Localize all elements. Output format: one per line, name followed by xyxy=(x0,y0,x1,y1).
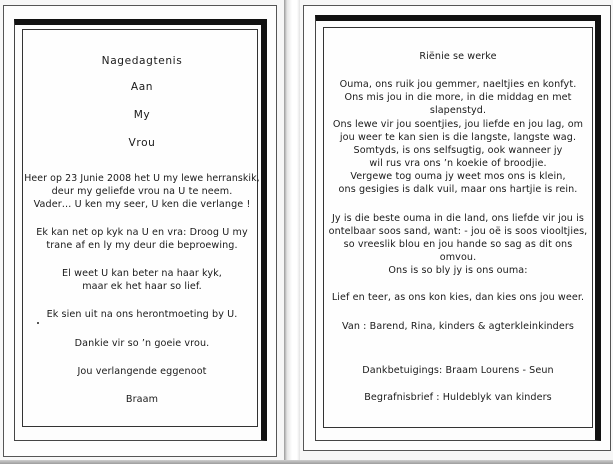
poem-line: Jy is die beste ouma in die land, ons liefde vir jou is xyxy=(331,213,585,224)
poem-line: Ek kan net op kyk na U en vra: Droog U my xyxy=(36,227,248,238)
poem-line: ontelbaar soos sand, want: - jou oë is soos viooltjies, xyxy=(328,226,588,237)
poem-line: Heer op 23 Junie 2008 het U my lewe herranskik, xyxy=(24,173,260,184)
thanks-line: Dankbetuigings: Braam Lourens - Seun xyxy=(362,365,554,376)
poem-line: Lief en teer, as ons kon kies, dan kies ons jou weer. xyxy=(331,292,585,303)
from-line: Van : Barend, Rina, kinders & agterkleinkinders xyxy=(341,321,575,332)
poem-line: jou weer te kan sien is die langste, langste wag. xyxy=(339,132,577,143)
poem-line: trane af en ly my deur die beproewing. xyxy=(46,240,238,251)
poem-line: Ons is so bly jy is ons ouma: xyxy=(388,265,528,276)
poem-line: wil rus vra ons ’n koekie of broodjie. xyxy=(369,158,547,169)
poem-line: El weet U kan beter na haar kyk, xyxy=(62,268,222,279)
poem-line: Ek sien uit na ons herontmoeting by U. xyxy=(46,309,238,320)
signature-name: Braam xyxy=(125,394,159,405)
title-line-vrou: Vrou xyxy=(128,137,156,149)
title-line-aan: Aan xyxy=(130,81,154,93)
poem-line: slapenstyd. xyxy=(429,105,487,116)
poem-heading: Riënie se werke xyxy=(419,51,497,62)
title-line-nagedagtenis: Nagedagtenis xyxy=(101,55,183,67)
poem-line: omvou. xyxy=(439,252,477,263)
poem-line: deur my geliefde vrou na U te neem. xyxy=(51,186,233,197)
poem-line: Ons mis jou in die more, in die middag en met xyxy=(344,92,572,103)
scan-edge xyxy=(0,460,613,464)
poem-line: Dankie vir so ’n goeie vrou. xyxy=(74,338,210,349)
poem-line: ons gesigies is dalk vuil, maar ons hartjie is rein. xyxy=(338,184,578,195)
title-line-my: My xyxy=(133,109,151,121)
poem-line: Vergewe tog ouma jy weet mos ons is klein, xyxy=(350,171,566,182)
poem-line: Ouma, ons ruik jou gemmer, naeltjies en konfyt. xyxy=(339,79,577,90)
poem-line: so vreeslik blou en jou hande so sag as dit ons xyxy=(343,239,573,250)
funeral-letter-line: Begrafnisbrief : Huldeblyk van kinders xyxy=(364,392,552,403)
left-page-text xyxy=(22,0,262,464)
right-page-text xyxy=(324,0,592,464)
poem-line: maar ek het haar so lief. xyxy=(82,281,202,292)
poem-line: Ons lewe vir jou soentjies, jou liefde en jou lag, om xyxy=(332,119,584,130)
ink-speck xyxy=(37,322,39,324)
poem-line: Vader… U ken my seer, U ken die verlange ! xyxy=(33,199,251,210)
poem-line: Somtyds, is ons selfsugtig, ook wanneer jy xyxy=(353,145,563,156)
signature-line: Jou verlangende eggenoot xyxy=(77,366,207,377)
